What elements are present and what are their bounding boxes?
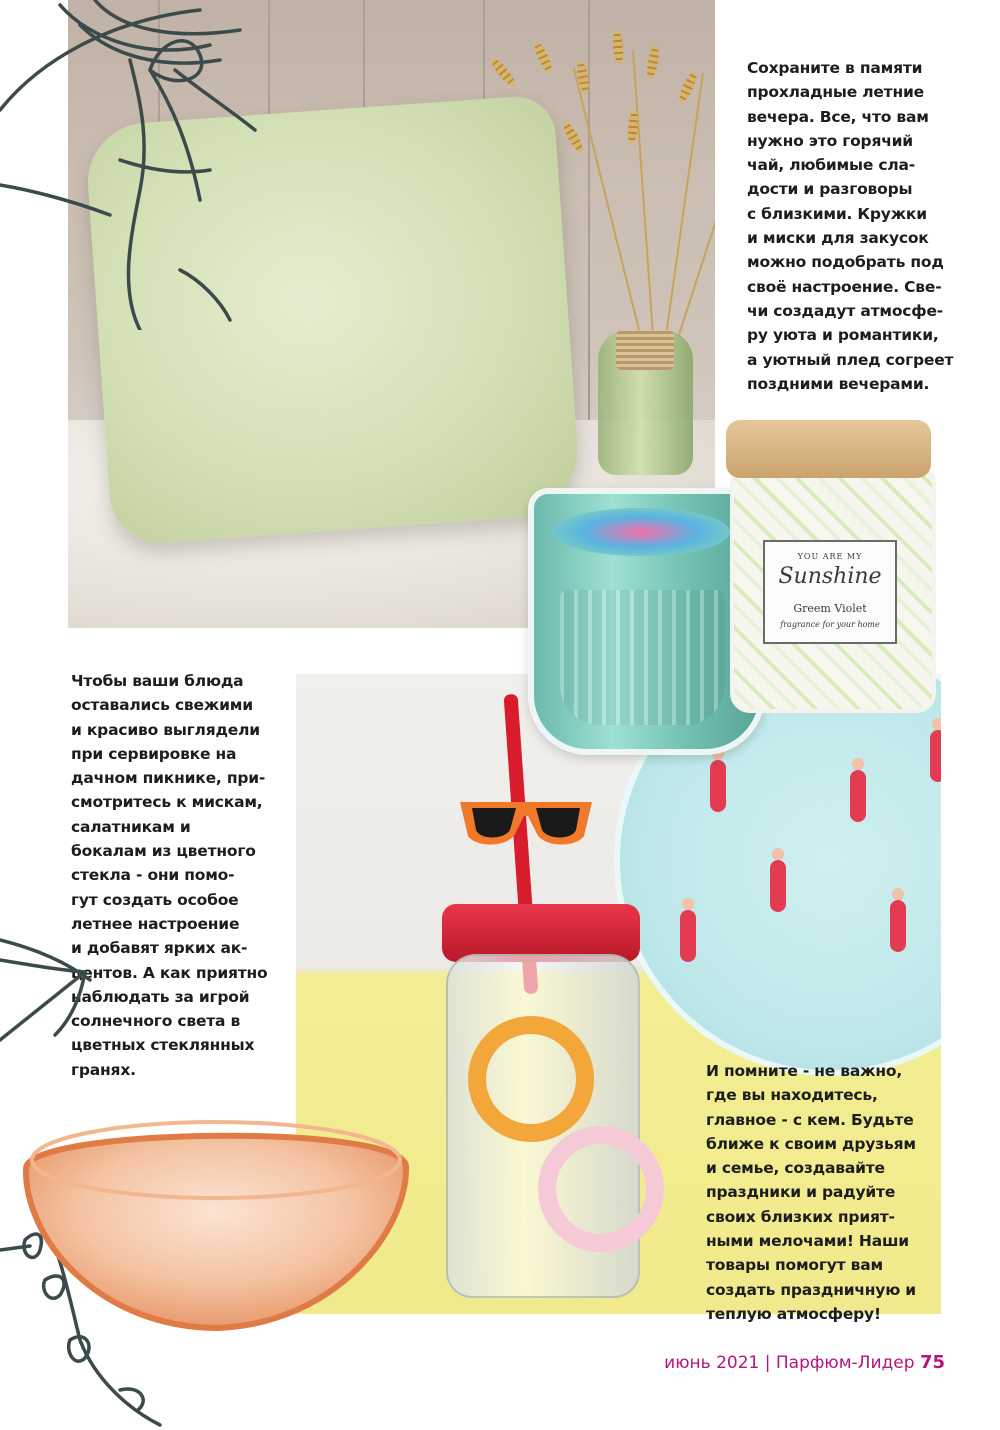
page-number: 75 [919, 1352, 945, 1373]
swimmer-pattern [710, 760, 726, 812]
glass-bowl [18, 1108, 413, 1333]
label-line: fragrance for your home [780, 620, 880, 629]
swimmer-pattern [930, 730, 941, 782]
candle-ribs [560, 590, 725, 725]
float-ring-graphic [468, 1016, 594, 1142]
page-footer [600, 1352, 945, 1378]
closing-paragraph: И помните - не важно, где вы находитесь, главное - с кем. Будьте ближе к своим друзьям и семье, создавайте праздники и радуйте своих близких прият- ными мелочами! Наши товары помогут вам создать праздничную и теплую атмосферу! [706, 1062, 916, 1323]
swimmer-pattern [680, 910, 696, 962]
swimmer-pattern [890, 900, 906, 952]
candle-top [552, 508, 730, 556]
label-line: YOU ARE MY [797, 552, 863, 561]
hat-sketch-illustration [0, 0, 270, 330]
float-ring-graphic [538, 1126, 664, 1252]
canister-label [763, 540, 897, 644]
mason-jar [446, 954, 640, 1298]
footer-separator: | [764, 1353, 771, 1373]
swimmer-pattern [770, 860, 786, 912]
swimmer-pattern [850, 770, 866, 822]
magazine-name: Парфюм-Лидер [775, 1353, 915, 1373]
canister-lid [726, 420, 931, 478]
vase-twine [616, 330, 674, 370]
label-line: Greem Violet [793, 602, 867, 615]
intro-paragraph: Сохраните в памяти прохладные летние вечера. Все, что вам нужно это горячий чай, любимые сла- дости и разговоры с близкими. Кружки и миски для закусок можно подобрать под своё настроение. Све- чи создадут атмосфе- ру уюта и романтики, а уютный плед согреет поздними вечерами. [747, 59, 954, 393]
serving-paragraph: Чтобы ваши блюда оставались свежими и красиво выглядели при сервировке на дачном пикнике, при- смотритесь к мискам, салатникам и бокалам из цветного стекла - они помо- гут создать особое летнее настроение и добавят ярких ак- центов. А как приятно наблюдать за игрой солнечного света в цветных стеклянных гранях. [71, 672, 268, 1079]
label-line: Sunshine [778, 564, 882, 589]
sunglasses-topper [456, 796, 596, 848]
issue-date: июнь 2021 [664, 1353, 760, 1373]
